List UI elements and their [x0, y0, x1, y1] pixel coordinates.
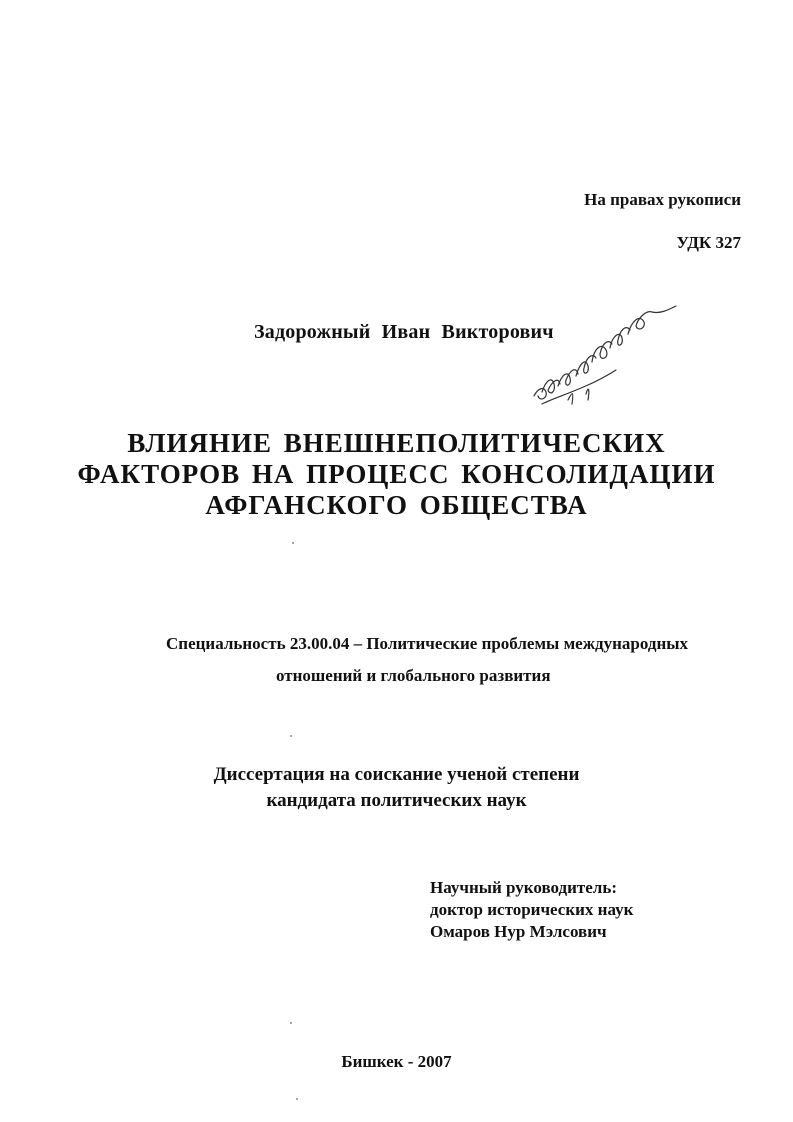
udk-code: УДК 327 — [676, 233, 741, 252]
scan-speck — [290, 1022, 292, 1024]
title-line-3: АФГАНСКОГО ОБЩЕСТВА — [205, 490, 588, 520]
supervisor-label: Научный руководитель: — [430, 878, 617, 897]
scan-speck — [292, 542, 294, 544]
handwritten-signature — [528, 296, 678, 414]
author-name: Задорожный Иван Викторович — [254, 321, 554, 343]
supervisor-degree: доктор исторических наук — [430, 900, 634, 919]
specialty-line-1: Специальность 23.00.04 – Политические проблемы международных — [166, 634, 689, 653]
dissertation-line-2: кандидата политических наук — [266, 790, 527, 811]
city-year: Бишкек - 2007 — [341, 1052, 452, 1071]
dissertation-line-1: Диссертация на соискание ученой степени — [213, 764, 580, 785]
supervisor-name: Омаров Нур Мэлсович — [430, 922, 607, 941]
manuscript-note: На правах рукописи — [584, 190, 741, 209]
title-line-1: ВЛИЯНИЕ ВНЕШНЕПОЛИТИЧЕСКИХ — [127, 428, 666, 458]
scan-speck — [290, 735, 292, 737]
scan-speck — [296, 1098, 298, 1100]
title-line-2: ФАКТОРОВ НА ПРОЦЕСС КОНСОЛИДАЦИИ — [77, 459, 716, 489]
specialty-line-2: отношений и глобального развития — [276, 666, 551, 685]
